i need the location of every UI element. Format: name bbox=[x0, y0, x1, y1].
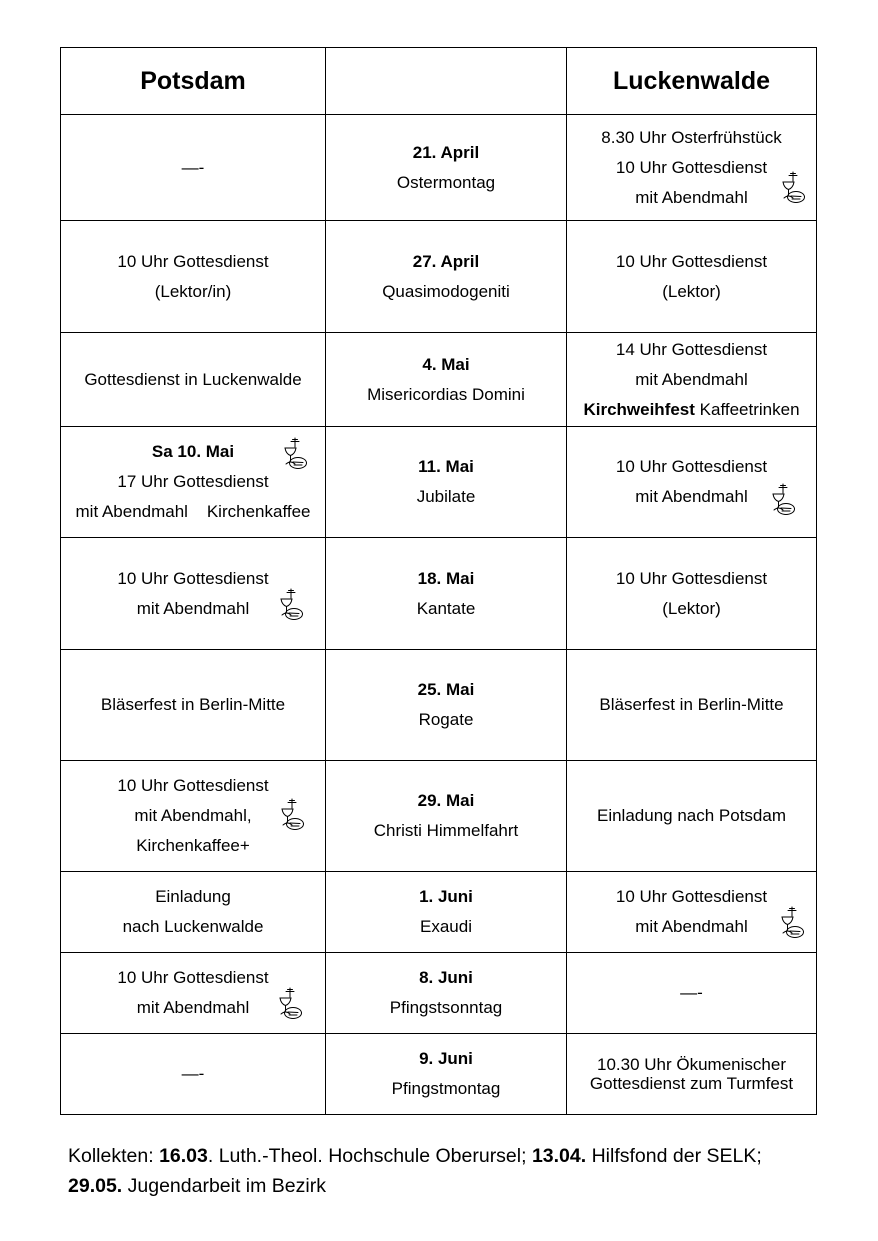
cell-text: Sa 10. Mai bbox=[151, 442, 235, 461]
cell-text: 10 Uhr Gottesdienst bbox=[615, 157, 768, 177]
cell-text: Gottesdienst in Luckenwalde bbox=[84, 369, 302, 389]
cell-text: Bläserfest in Berlin-Mitte bbox=[100, 695, 286, 714]
cell-text: Einladung nach Potsdam bbox=[596, 806, 787, 825]
potsdam-cell bbox=[61, 1034, 326, 1115]
cell-text: 10 Uhr Gottesdienst bbox=[615, 568, 768, 588]
table-row bbox=[61, 538, 817, 650]
cell-text: 10 Uhr Gottesdienst bbox=[615, 457, 768, 476]
cell-text: —- bbox=[181, 1064, 205, 1083]
cell-text: mit Abendmahl bbox=[635, 369, 748, 389]
date-cell bbox=[326, 872, 567, 953]
date-text: 18. Mai bbox=[417, 568, 475, 588]
feast-text: Rogate bbox=[418, 710, 474, 729]
kollekte-purpose: . Luth.-Theol. Hochschule Oberursel; bbox=[207, 1145, 532, 1167]
communion-chalice-icon bbox=[282, 437, 308, 471]
table-row bbox=[61, 953, 817, 1034]
potsdam-cell bbox=[61, 427, 326, 538]
feast-text: Exaudi bbox=[420, 917, 472, 936]
table-row bbox=[61, 427, 817, 538]
date-text: 4. Mai bbox=[422, 354, 470, 374]
table-row bbox=[61, 221, 817, 333]
cell-text: 10 Uhr Gottesdienst bbox=[615, 251, 768, 271]
cell-text: (Lektor) bbox=[662, 281, 721, 301]
table-row bbox=[61, 1034, 817, 1115]
cell-text: mit Abendmahl bbox=[635, 917, 748, 936]
kirchweihfest-text: Kirchweihfest bbox=[583, 399, 695, 419]
column-header-potsdam: Potsdam bbox=[61, 48, 326, 115]
column-header-luckenwalde: Luckenwalde bbox=[567, 48, 817, 115]
table-row bbox=[61, 115, 817, 221]
cell-text: Einladung bbox=[155, 887, 231, 906]
luckenwalde-cell bbox=[567, 221, 817, 333]
potsdam-cell bbox=[61, 333, 326, 427]
kollekte-date: 29.05. bbox=[68, 1175, 123, 1197]
date-text: 1. Juni bbox=[419, 887, 473, 906]
potsdam-cell bbox=[61, 221, 326, 333]
date-cell bbox=[326, 761, 567, 872]
luckenwalde-cell bbox=[567, 650, 817, 761]
potsdam-cell bbox=[61, 872, 326, 953]
cell-text: mit Abendmahl bbox=[635, 487, 748, 506]
service-schedule-table bbox=[60, 47, 817, 1115]
feast-text: Quasimodogeniti bbox=[382, 281, 510, 301]
potsdam-cell bbox=[61, 953, 326, 1034]
cell-text: Bläserfest in Berlin-Mitte bbox=[599, 695, 784, 714]
potsdam-cell bbox=[61, 538, 326, 650]
table-row bbox=[61, 333, 817, 427]
cell-text: mit Abendmahl bbox=[136, 598, 250, 618]
communion-chalice-icon bbox=[277, 987, 303, 1021]
cell-text: 10 Uhr Gottesdienst bbox=[117, 251, 269, 271]
cell-text: 14 Uhr Gottesdienst bbox=[615, 339, 768, 359]
feast-text: Christi Himmelfahrt bbox=[373, 821, 519, 840]
date-text: 11. Mai bbox=[418, 457, 474, 476]
luckenwalde-cell bbox=[567, 761, 817, 872]
feast-text: Jubilate bbox=[416, 487, 476, 506]
date-text: 27. April bbox=[412, 251, 480, 271]
feast-text: Kantate bbox=[416, 598, 476, 618]
date-text: 9. Juni bbox=[419, 1049, 473, 1068]
cell-text: (Lektor/in) bbox=[154, 281, 232, 301]
luckenwalde-cell bbox=[567, 427, 817, 538]
luckenwalde-cell bbox=[567, 872, 817, 953]
potsdam-cell bbox=[61, 115, 326, 221]
date-cell bbox=[326, 115, 567, 221]
cell-text: mit Abendmahl bbox=[635, 187, 748, 207]
cell-text: 10 Uhr Gottesdienst bbox=[117, 568, 269, 588]
kollekten-label: Kollekten: bbox=[68, 1145, 160, 1167]
cell-text: 17 Uhr Gottesdienst bbox=[117, 472, 269, 491]
communion-chalice-icon bbox=[779, 906, 805, 940]
cell-text: nach Luckenwalde bbox=[122, 917, 264, 936]
communion-chalice-icon bbox=[770, 483, 796, 517]
date-text: 8. Juni bbox=[419, 968, 473, 987]
date-text: 25. Mai bbox=[417, 680, 475, 699]
cell-text: Gottesdienst zum Turmfest bbox=[589, 1074, 794, 1093]
cell-text: 8.30 Uhr Osterfrühstück bbox=[601, 127, 782, 147]
date-cell bbox=[326, 333, 567, 427]
date-text: 21. April bbox=[412, 142, 480, 162]
communion-chalice-icon bbox=[278, 588, 304, 622]
date-cell bbox=[326, 650, 567, 761]
potsdam-cell bbox=[61, 650, 326, 761]
kollekten-note bbox=[68, 1141, 828, 1201]
header-row bbox=[61, 48, 817, 115]
luckenwalde-cell bbox=[567, 538, 817, 650]
cell-text bbox=[567, 395, 816, 425]
table-row bbox=[61, 872, 817, 953]
date-cell bbox=[326, 427, 567, 538]
table-row bbox=[61, 650, 817, 761]
luckenwalde-cell bbox=[567, 953, 817, 1034]
kollekte-purpose: Jugendarbeit im Bezirk bbox=[122, 1175, 326, 1197]
cell-text: mit Abendmahl Kirchenkaffee bbox=[75, 502, 311, 521]
date-cell bbox=[326, 221, 567, 333]
cell-text: —- bbox=[181, 157, 205, 177]
feast-text: Ostermontag bbox=[396, 172, 496, 192]
cell-text: 10 Uhr Gottesdienst bbox=[117, 968, 269, 987]
cell-text: Kirchenkaffee+ bbox=[136, 836, 250, 855]
kollekte-date: 16.03 bbox=[159, 1145, 208, 1167]
feast-text: Pfingstsonntag bbox=[389, 998, 503, 1017]
date-text: 29. Mai bbox=[417, 791, 475, 810]
cell-text: —- bbox=[680, 983, 703, 1002]
luckenwalde-cell bbox=[567, 115, 817, 221]
potsdam-cell bbox=[61, 761, 326, 872]
cell-text: (Lektor) bbox=[662, 598, 721, 618]
feast-text: Misericordias Domini bbox=[367, 384, 525, 404]
column-header-date bbox=[326, 48, 567, 115]
cell-text: 10 Uhr Gottesdienst bbox=[615, 887, 768, 906]
date-cell bbox=[326, 1034, 567, 1115]
date-cell bbox=[326, 953, 567, 1034]
cell-text: mit Abendmahl, bbox=[134, 806, 252, 825]
cell-text: 10.30 Uhr Ökumenischer bbox=[597, 1055, 786, 1074]
kollekte-date: 13.04. bbox=[531, 1145, 587, 1167]
communion-chalice-icon bbox=[279, 798, 305, 832]
cell-text: mit Abendmahl bbox=[136, 998, 250, 1017]
cell-text: 10 Uhr Gottesdienst bbox=[117, 776, 269, 795]
feast-text: Pfingstmontag bbox=[391, 1079, 501, 1098]
luckenwalde-cell bbox=[567, 1034, 817, 1115]
date-cell bbox=[326, 538, 567, 650]
table-row bbox=[61, 761, 817, 872]
luckenwalde-cell bbox=[567, 333, 817, 427]
kaffeetrinken-text: Kaffeetrinken bbox=[694, 399, 800, 419]
communion-chalice-icon bbox=[780, 171, 806, 205]
kollekte-purpose: Hilfsfond der SELK; bbox=[586, 1145, 762, 1167]
